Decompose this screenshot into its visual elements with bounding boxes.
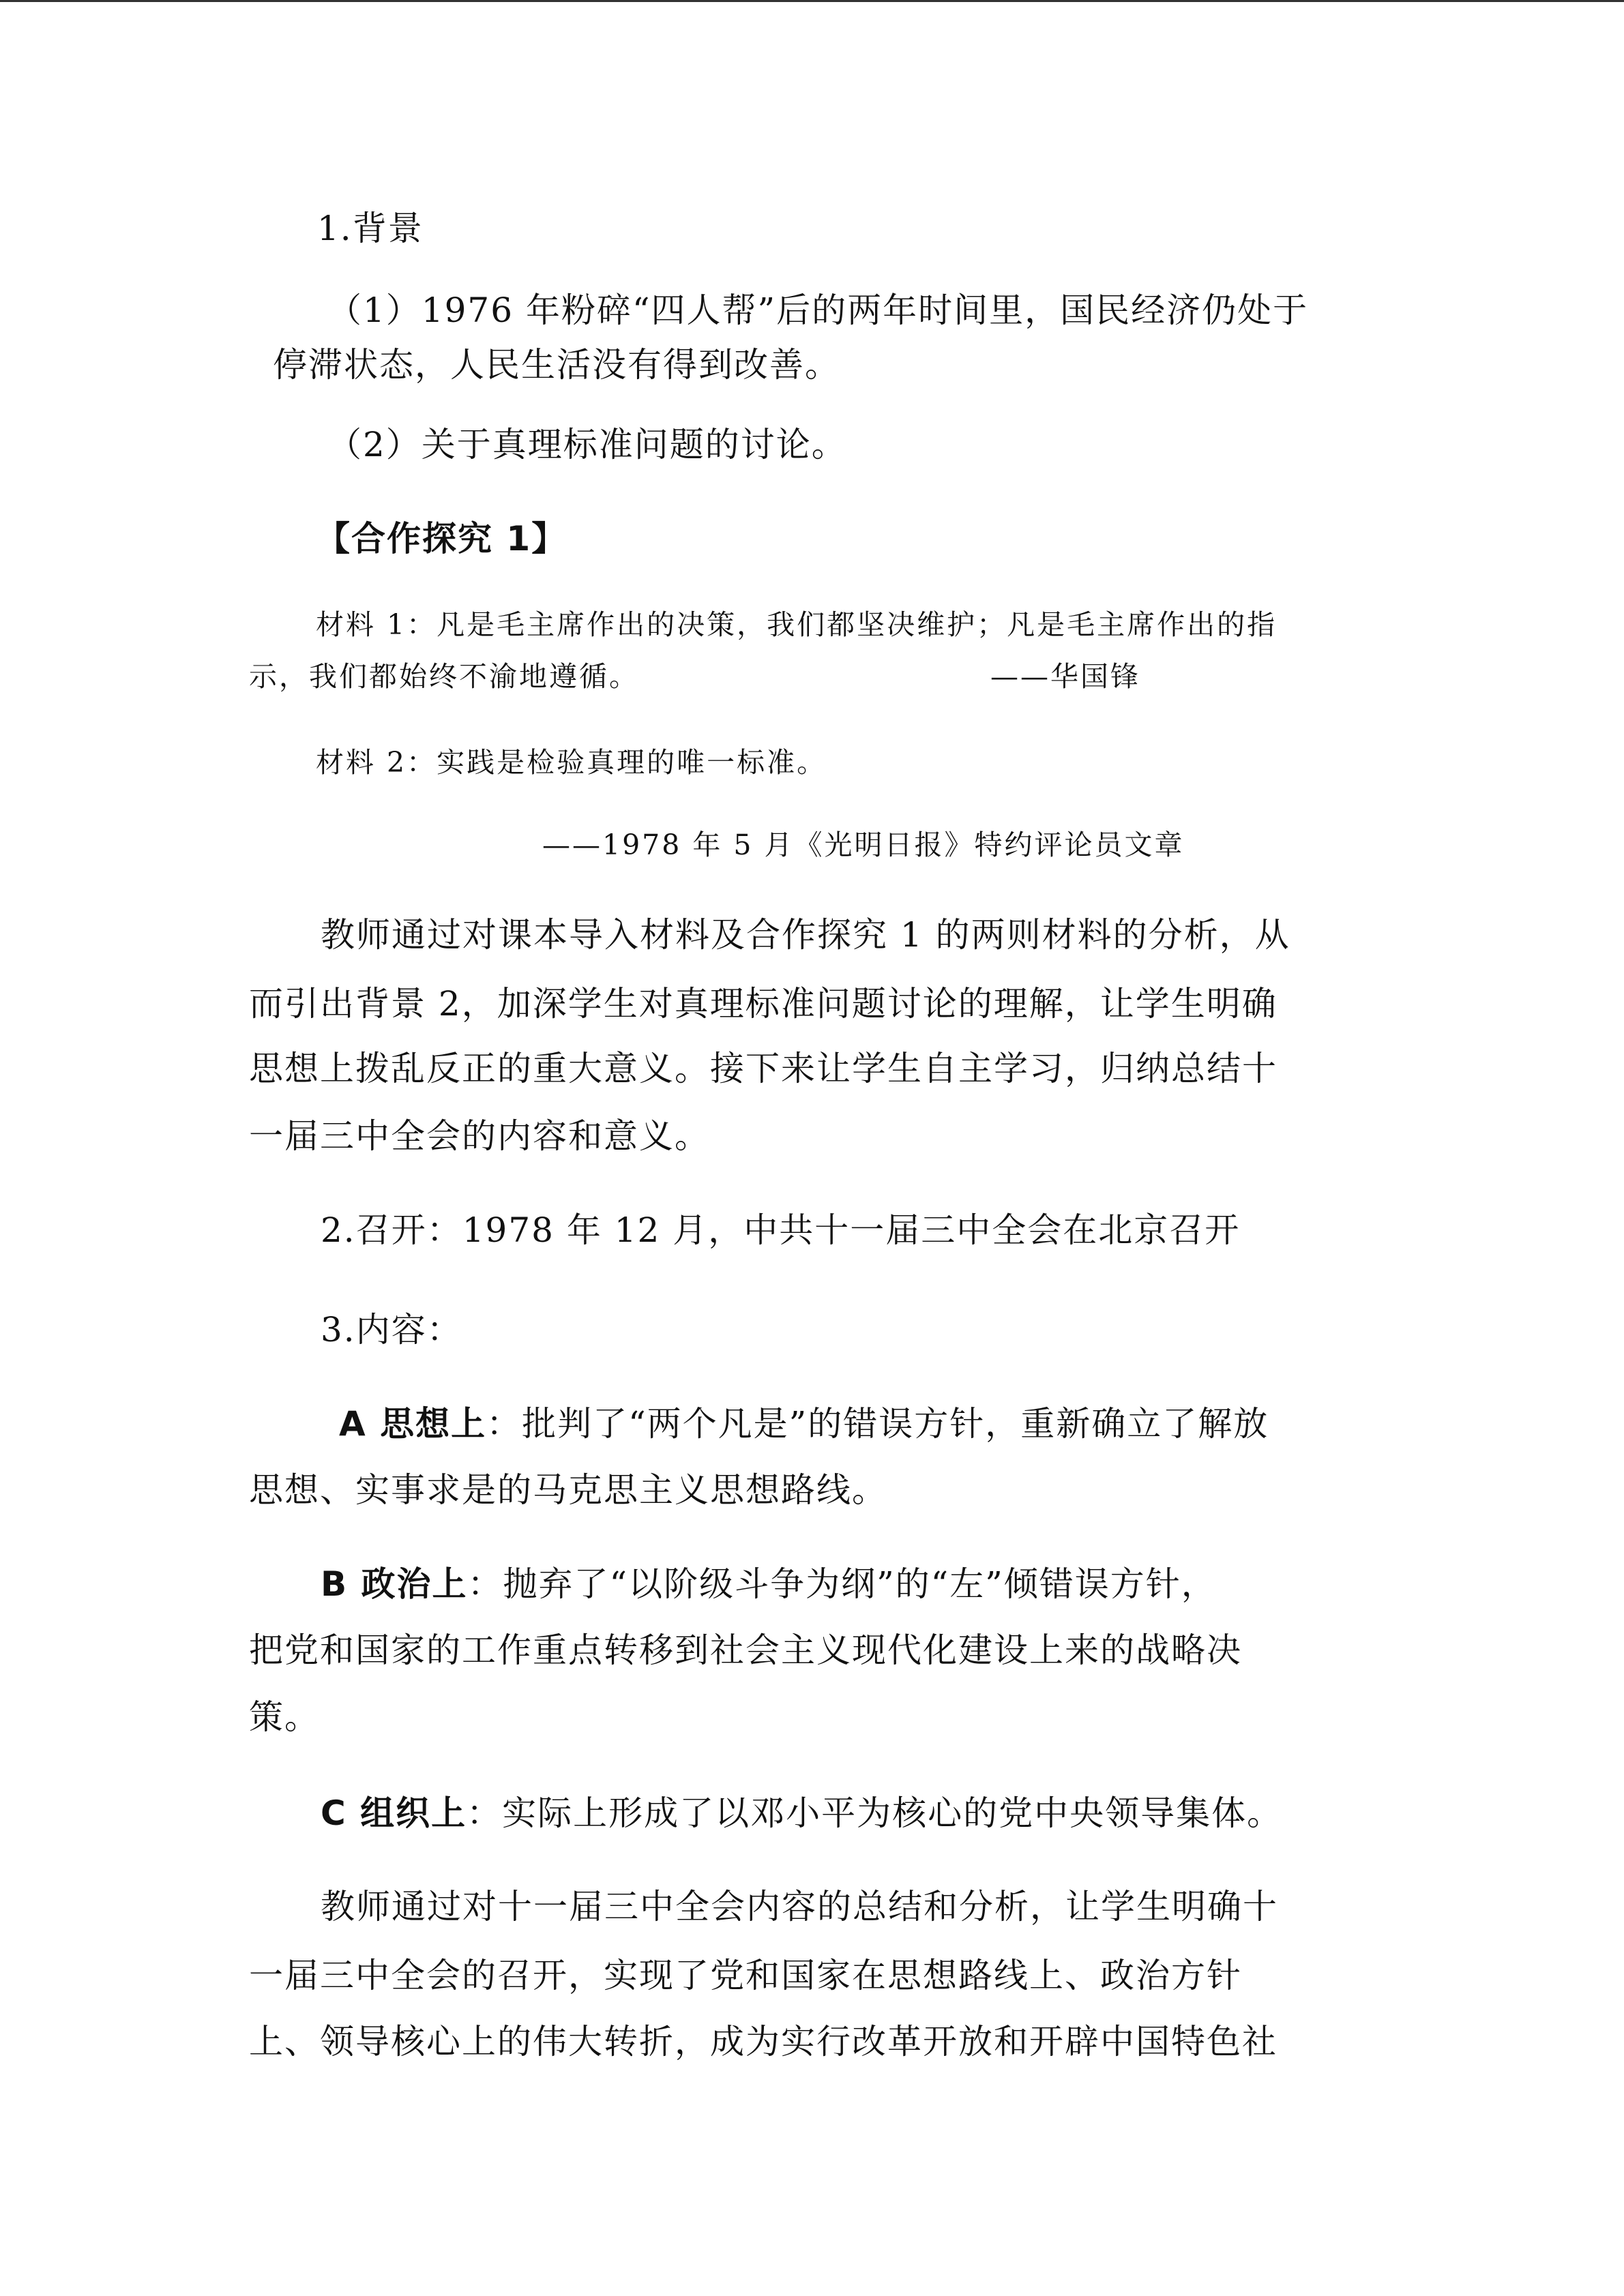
content-item-organization [321, 1791, 1282, 1835]
paragraph-line: 一届三中全会的召开，实现了党和国家在思想路线上、政治方针 [249, 1956, 1242, 1995]
paragraph-line: （2）关于真理标准问题的讨论。 [327, 425, 847, 464]
content-label: A 思想上 [339, 1404, 487, 1444]
section-heading-background: 1.背景 [317, 209, 424, 248]
page-top-border [0, 0, 1624, 2]
content-item-ideology [339, 1402, 1269, 1446]
material-2-attribution: ——1978 年 5 月《光明日报》特约评论员文章 [542, 829, 1185, 861]
paragraph-line: 教师通过对课本导入材料及合作探究 1 的两则材料的分析，从 [321, 915, 1290, 955]
content-item-politics [321, 1562, 1217, 1606]
content-text: ：实际上形成了以邓小平为核心的党中央领导集体。 [467, 1793, 1283, 1833]
content-label: B 政治上 [321, 1564, 468, 1604]
paragraph-line: 一届三中全会的内容和意义。 [249, 1116, 710, 1156]
paragraph-line: 而引出背景 2，加深学生对真理标准问题讨论的理解，让学生明确 [249, 984, 1278, 1024]
paragraph-line: 教师通过对十一届三中全会内容的总结和分析，让学生明确十 [321, 1887, 1278, 1926]
material-1-text: 示，我们都始终不渝地遵循。 [249, 660, 639, 693]
material-2-text: 材料 2：实践是检验真理的唯一标准。 [316, 746, 827, 779]
content-label: C 组织上 [321, 1793, 467, 1833]
paragraph-line: （1）1976 年粉碎“四人帮”后的两年时间里，国民经济仍处于 [327, 290, 1309, 330]
paragraph-line: 策。 [249, 1697, 320, 1737]
paragraph-line: 思想、实事求是的马克思主义思想路线。 [249, 1470, 887, 1510]
paragraph-line: 停滞状态，人民生活没有得到改善。 [273, 345, 840, 385]
cooperative-inquiry-heading: 【合作探究 1】 [316, 519, 567, 558]
content-text: ：抛弃了“以阶级斗争为纲”的“左”倾错误方针， [467, 1564, 1217, 1604]
content-text: ：批判了“两个凡是”的错误方针，重新确立了解放 [486, 1404, 1269, 1444]
paragraph-line: 思想上拨乱反正的重大意义。接下来让学生自主学习，归纳总结十 [249, 1049, 1278, 1088]
material-1-attribution: ——华国锋 [990, 660, 1140, 693]
paragraph-line: 上、领导核心上的伟大转折，成为实行改革开放和开辟中国特色社 [249, 2022, 1278, 2061]
section-heading-convening: 2.召开：1978 年 12 月，中共十一届三中全会在北京召开 [321, 1210, 1241, 1250]
paragraph-line: 把党和国家的工作重点转移到社会主义现代化建设上来的战略决 [249, 1630, 1242, 1670]
section-heading-content: 3.内容： [321, 1310, 462, 1350]
material-1-text: 材料 1：凡是毛主席作出的决策，我们都坚决维护；凡是毛主席作出的指 [316, 608, 1278, 641]
